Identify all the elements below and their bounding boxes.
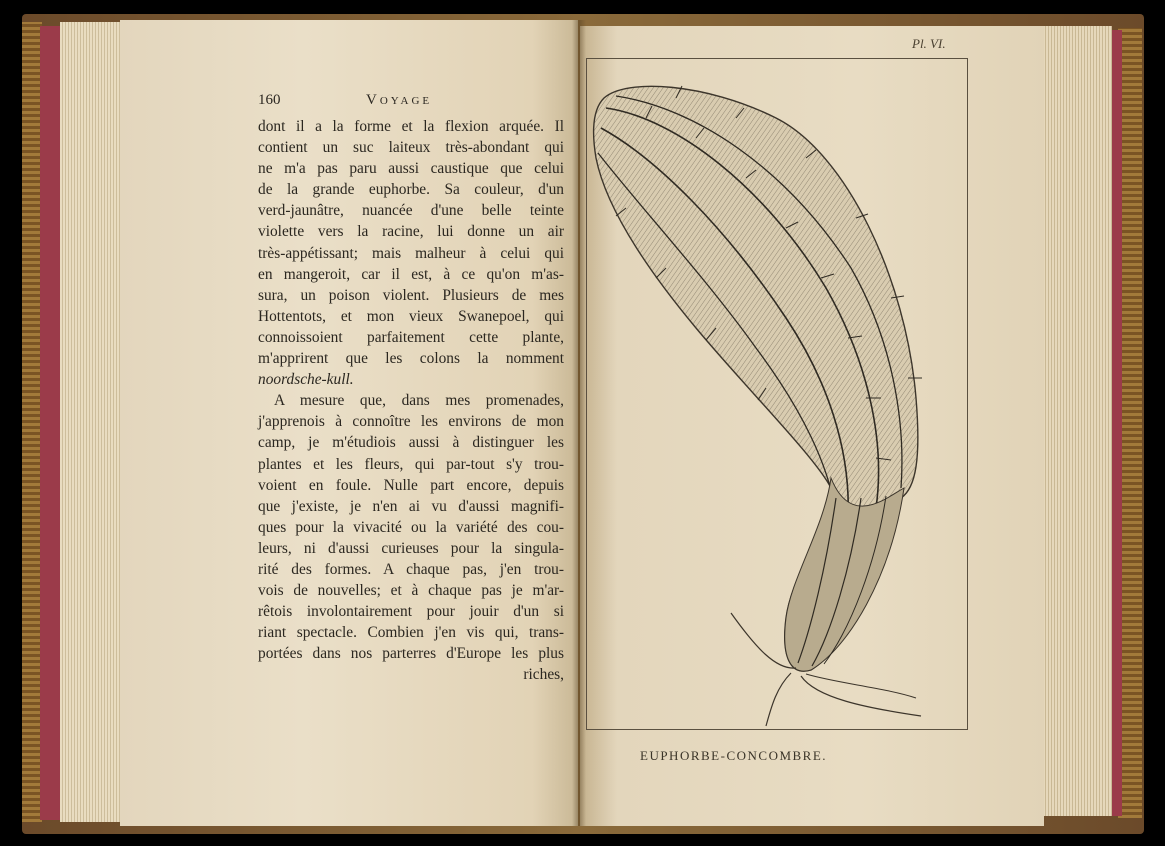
text-line: en mangeroit, car il est, à ce qu'on m'as- xyxy=(258,265,564,283)
text-line: leurs, ni d'aussi curieuses pour la singula- xyxy=(258,539,564,557)
text-line: violette vers la racine, lui donne un air xyxy=(258,223,564,241)
text-line: m'apprirent que les colons la nomment xyxy=(258,350,564,368)
gilt-edge-left xyxy=(22,22,42,822)
plate-caption: EUPHORBE-CONCOMBRE. xyxy=(640,748,828,763)
text-line: portées dans nos parterres d'Europe les plus xyxy=(258,645,564,663)
text-line: camp, je m'étudiois aussi à distinguer les xyxy=(258,434,564,452)
text-line: plantes et les fleurs, qui par-tout s'y trou- xyxy=(258,455,564,473)
euphorbia-engraving xyxy=(586,58,966,728)
page-edges-left xyxy=(60,22,124,822)
running-title: Voyage xyxy=(366,92,433,108)
text-line: verd-jaunâtre, nuancée d'une belle teinte xyxy=(258,202,564,220)
text-line: sura, un poison violent. Plusieurs de mes xyxy=(258,286,564,304)
text-line: vois de nouvelles; et à chaque pas je m'ar- xyxy=(258,582,564,600)
text-line-italic: noordsche-kull. xyxy=(258,371,354,389)
catchword: riches, xyxy=(523,666,564,684)
text-line: ques pour la vivacité ou la variété des cou- xyxy=(258,518,564,536)
text-line: contient un suc laiteux très-abondant qui xyxy=(258,139,564,157)
running-head xyxy=(258,92,568,112)
plate-number: Pl. VI. xyxy=(912,36,946,51)
text-line: rêtois involontairement pour jouir d'un si xyxy=(258,603,564,621)
text-line: A mesure que, dans mes promenades, xyxy=(274,392,564,410)
text-line: connoissoient parfaitement cette plante, xyxy=(258,328,564,346)
text-line: riant spectacle. Combien j'en vis qui, trans- xyxy=(258,624,564,642)
page-number: 160 xyxy=(258,92,281,108)
text-line: ne m'a pas paru aussi caustique que celui xyxy=(258,160,564,178)
text-line: voient en foule. Nulle part encore, depuis xyxy=(258,476,564,494)
body-text xyxy=(258,116,564,696)
text-line: très-appétissant; mais malheur à celui qui xyxy=(258,244,564,262)
binding-left xyxy=(40,26,62,820)
text-line: Hottentots, et mon vieux Swanepoel, qui xyxy=(258,307,564,325)
text-line: rité des formes. A chaque pas, j'en trou- xyxy=(258,560,564,578)
page-edges-right xyxy=(1040,26,1112,816)
text-line: de la grande euphorbe. Sa couleur, d'un xyxy=(258,181,564,199)
text-line: j'apprenois à connoître les environs de mon xyxy=(258,413,564,431)
text-line: que j'existe, je n'en ai vu d'aussi magnifi- xyxy=(258,497,564,515)
gutter xyxy=(572,20,586,826)
text-line: dont il a la forme et la flexion arquée. Il xyxy=(258,118,564,135)
